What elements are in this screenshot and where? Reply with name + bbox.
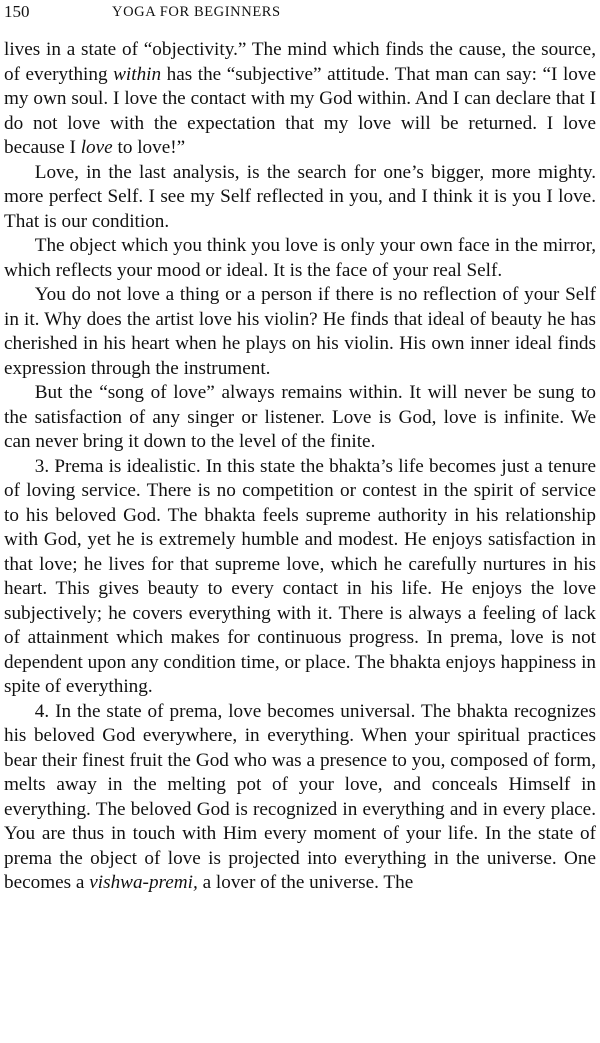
text-run: But the “song of love” always remains within. It will never be sung to the satisfaction of any singer or listener. Love is God, love is infinite. We can never bring it down to the level of the finite. [4,382,596,452]
paragraph [4,38,596,161]
book-page [4,0,596,1043]
text-run: Love, in the last analysis, is the search for one’s bigger, more mighty. more perfect Self. I see my Self reflected in you, and I think it is you I love. That is our condition. [4,161,596,232]
body-text [4,38,596,896]
paragraph [4,234,596,283]
italic-text: vishwa-premi, [89,872,198,893]
text-run: has the “subjective” attitude. That man can say: “I love my own soul. I love the contact with my God within. And I can declare that I do not love with the expectation that my love will be returned. I love because I [4,63,596,158]
text-run: The object which you think you love is only your own face in the mirror, which reflects your mood or ideal. It is the face of your real Self. [4,235,596,281]
italic-text: within [113,63,162,85]
text-run: to love!” [112,137,186,158]
running-title: YOGA FOR BEGINNERS [112,4,281,20]
italic-text: love [80,137,113,158]
paragraph [4,283,596,381]
paragraph [4,381,596,455]
paragraph [4,161,596,235]
running-head [4,0,596,36]
text-run: You do not love a thing or a person if there is no reflection of your Self in it. Why does the artist love his violin? He finds that ideal of beauty he has cherished in his heart when he plays on his violin. His own inner ideal finds expression through the instrument. [4,284,596,379]
text-run: a lover of the universe. The [197,872,414,893]
paragraph [4,455,596,700]
text-run: 4. In the state of prema, love becomes universal. The bhakta recognizes his beloved God everywhere, in everything. When your spiritual practices bear their finest fruit the God who was a presence to you, composed of form, melts away in the melting pot of your love, and conceals Himself in everything. The beloved God is recognized in everything and in every place. You are thus in touch with Him every moment of your life. In the state of prema the object of love is projected into everything in the universe. One becomes a [4,700,596,893]
text-run: lives in a state of “objectivity.” The mind which finds the cause, the source, of everything [4,39,596,85]
page-number: 150 [4,2,30,21]
paragraph [4,700,596,896]
text-run: 3. Prema is idealistic. In this state the bhakta’s life becomes just a tenure of loving service. There is no competition or contest in the spirit of service to his beloved God. The bhakta feels supreme authority in his relationship with God, yet he is extremely humble and modest. He enjoys satisfaction in that love; he lives for that supreme love, which he carefully nurtures in his heart. This gives beauty to every contact in his life. He enjoys the love subjectively; he covers everything with it. There is always a feeling of lack of attainment which makes for continuous progress. In prema, love is not dependent upon any condition time, or place. The bhakta enjoys happiness in spite of everything. [4,455,596,697]
